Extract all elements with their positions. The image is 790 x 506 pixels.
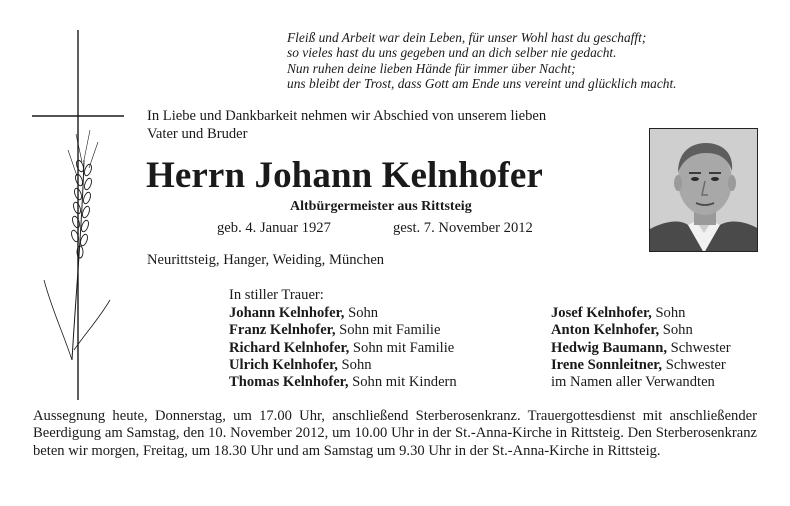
poem-line: uns bleibt der Trost, dass Gott am Ende uns vereint und glücklich macht. [287,75,677,91]
mourner-relation: im Namen aller Verwandten [551,374,715,391]
deceased-title: Altbürgermeister aus Rittsteig [290,199,472,214]
mourner-relation: Sohn [651,305,686,321]
mourner-entry [551,305,731,322]
poem [287,30,767,91]
mourner-entry [229,340,457,357]
portrait-photo [649,128,758,252]
mourner-name: Hedwig Baumann, [551,339,667,356]
service-details: Aussegnung heute, Donnerstag, um 17.00 Uhr, anschließend Sterberosenkranz. Trauergottesdienst mit anschließender Beerdigung am Samstag, den 10. November 2012, um 10.00 Uhr in der St.-Anna-Kirche in Rittsteig. Den Sterberosenkranz beten wir morgen, Freitag, um 18.30 Uhr und am Samstag um 9.30 Uhr in der St.-Anna-Kirche in Rittsteig. [33,408,757,459]
cross-with-wheat-icon [32,30,124,400]
mourner-name: Johann Kelnhofer, [229,305,345,321]
mourners-label: In stiller Trauer: [229,287,324,303]
mourner-entry [551,340,731,357]
mourner-name: Richard Kelnhofer, [229,339,350,356]
mourner-entry [229,305,457,322]
mourner-name: Thomas Kelnhofer, [229,374,349,391]
mourners-left-column [229,305,457,391]
mourner-entry [229,322,457,339]
mourner-entry [229,374,457,391]
mourner-name: Anton Kelnhofer, [551,322,660,339]
mourner-entry [551,322,731,339]
places: Neurittsteig, Hanger, Weiding, München [147,252,385,268]
poem-line: Fleiß und Arbeit war dein Leben, für unser Wohl hast du geschafft; [287,30,647,45]
deceased-name: Herrn Johann Kelnhofer [146,155,543,196]
intro-line-2: Vater und Bruder [147,125,248,142]
mourner-relation: Sohn [344,305,379,321]
mourner-relation: Sohn mit Familie [349,339,455,356]
poem-line: Nun ruhen deine lieben Hände für immer über Nacht; [287,60,576,76]
portrait-illustration [650,129,758,252]
mourner-entry [229,357,457,374]
mourner-entry [551,357,731,374]
mourner-relation: Schwester [662,356,726,373]
mourner-relation: Schwester [666,339,731,356]
birth-date: geb. 4. Januar 1927 [217,220,331,236]
mourner-relation: Sohn [659,322,693,339]
poem-line: so vieles hast du uns gegeben und an dich selber nie gedacht. [287,45,617,61]
mourner-name: Irene Sonnleitner, [551,356,663,373]
mourner-name: Franz Kelnhofer, [229,322,336,339]
mourner-relation: Sohn mit Familie [335,322,441,339]
mourner-name: Ulrich Kelnhofer, [229,356,338,373]
mourner-name: Josef Kelnhofer, [551,305,652,321]
mourner-entry [551,374,731,391]
intro-text [147,108,546,143]
death-date: gest. 7. November 2012 [393,220,533,236]
mourner-relation: Sohn [337,356,372,373]
intro-line-1: In Liebe und Dankbarkeit nehmen wir Abschied von unserem lieben [147,108,547,124]
mourners-right-column [551,305,731,391]
mourner-relation: Sohn mit Kindern [348,374,457,391]
